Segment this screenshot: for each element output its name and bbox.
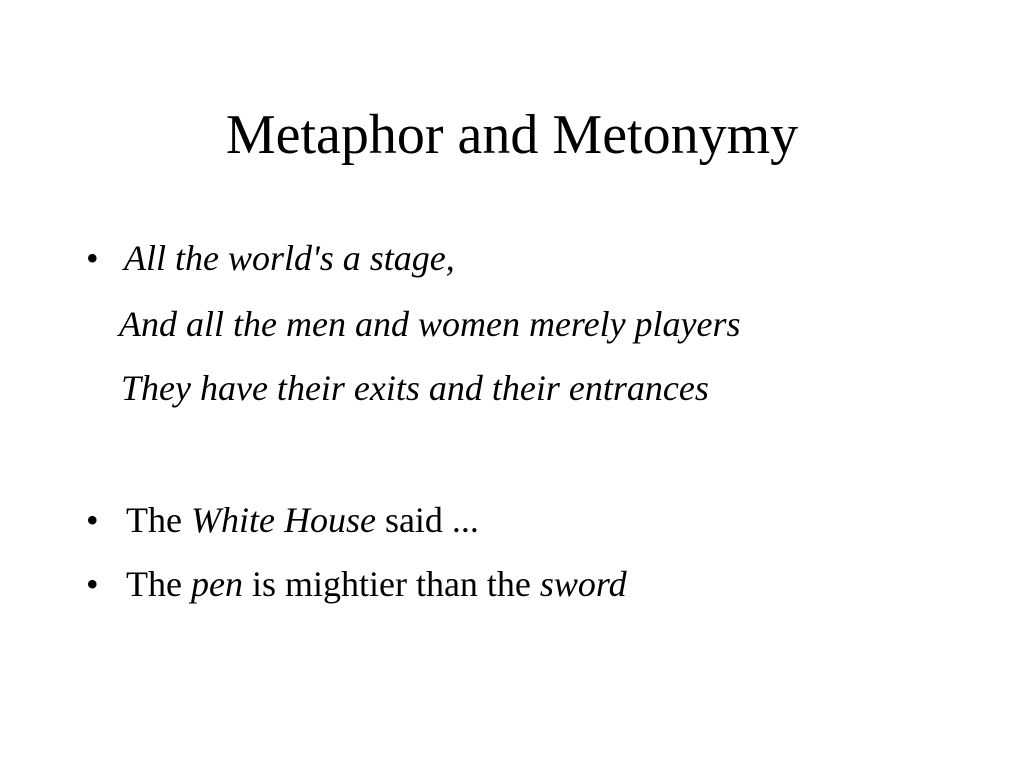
- bullet-white-house: [126, 498, 479, 542]
- bullet-marker: •: [86, 500, 99, 540]
- slide-title: Metaphor and Metonymy: [225, 104, 799, 166]
- bullet-marker: •: [86, 564, 99, 604]
- text-segment: The: [126, 564, 191, 604]
- quote-line-3: They have their exits and their entrances: [121, 368, 709, 408]
- bullet-pen-sword: [126, 562, 627, 606]
- text-segment: is mightier than the: [242, 564, 540, 604]
- emphasis-pen: pen: [190, 564, 243, 604]
- bullet-marker: •: [86, 238, 99, 278]
- emphasis-white-house: White House: [190, 500, 376, 540]
- text-segment: said ...: [375, 500, 479, 540]
- text-segment: The: [126, 500, 191, 540]
- emphasis-sword: sword: [539, 564, 627, 604]
- quote-line-1: All the world's a stage,: [124, 238, 455, 278]
- quote-line-2: And all the men and women merely players: [119, 304, 741, 344]
